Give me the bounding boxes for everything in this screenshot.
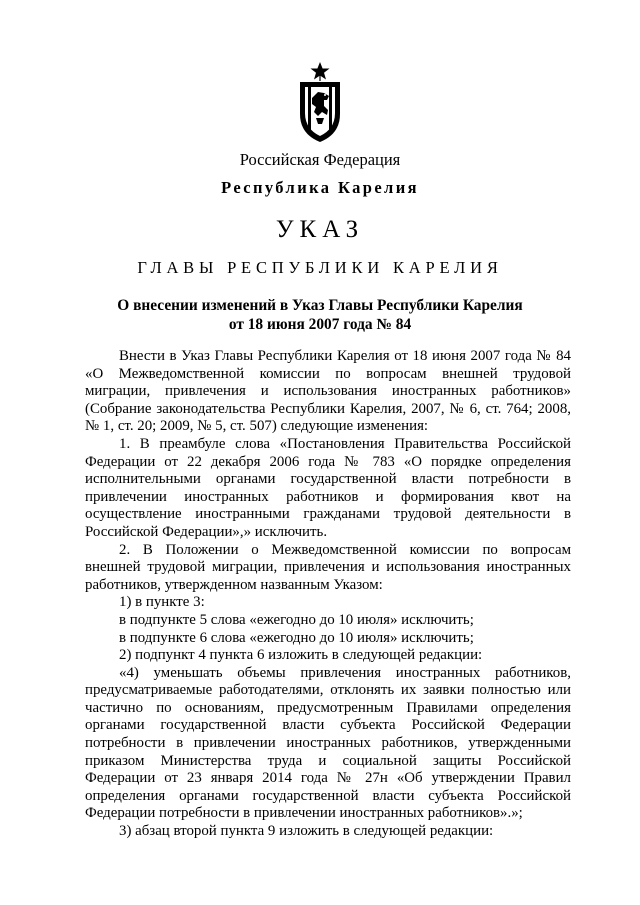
text-line: частично по основаниям, предусмотренным Правилами определения <box>85 699 571 716</box>
document-type: УКАЗ <box>275 216 365 243</box>
sub-item-1a: в подпункте 5 слова «ежегодно до 10 июля» исключить; <box>119 611 474 628</box>
text-line: предусматриваемые работодателями, отклонять их заявки полностью или <box>85 682 571 699</box>
text-line: миграции, привлечения и использования иностранных работников» <box>85 383 571 400</box>
text-line: потребности в привлечении иностранных работников, утвержденными <box>85 735 571 752</box>
text-line: 2. В Положении о Межведомственной комиссии по вопросам <box>119 541 571 558</box>
issuing-authority: ГЛАВЫ РЕСПУБЛИКИ КАРЕЛИЯ <box>137 258 503 277</box>
text-line: (Собрание законодательства Республики Карелия, 2007, № 6, ст. 764; 2008, <box>85 400 571 417</box>
text-line: приказом Министерства труда и социальной защиты Российской <box>85 752 571 769</box>
sub-item-2: 2) подпункт 4 пункта 6 изложить в следующей редакции: <box>119 647 483 664</box>
text-line: № 1, ст. 20; 2009, № 5, ст. 507) следующие изменения: <box>85 418 429 435</box>
text-line: Российской Федерации»,» исключить. <box>85 523 328 540</box>
text-line: Внести в Указ Главы Республики Карелия от 18 июня 2007 года № 84 <box>119 348 571 364</box>
text-line: определения органами государственной власти субъекта Российской <box>85 787 571 804</box>
text-line: «4) уменьшать объемы привлечения иностранных работников, <box>119 664 571 681</box>
paragraph-intro <box>85 348 571 436</box>
text-line: «О Межведомственной комиссии по вопросам внешней трудовой <box>85 365 571 382</box>
sub-item-1: 1) в пункте 3: <box>119 594 205 611</box>
subject-line-1: О внесении изменений в Указ Главы Республики Карелия <box>117 297 523 314</box>
coat-of-arms-emblem <box>294 62 346 144</box>
paragraph-item-1 <box>85 436 571 542</box>
text-line: работников, утвержденном названным Указом: <box>85 576 383 593</box>
sub-item-3: 3) абзац второй пункта 9 изложить в следующей редакции: <box>119 823 494 840</box>
text-line: привлечении иностранных работников и формирования квот на <box>85 488 571 505</box>
paragraph-quoted-wording <box>85 665 571 823</box>
republic-name: Республика Карелия <box>221 178 419 197</box>
text-line: внешней трудовой миграции, привлечения и использования иностранных <box>85 559 571 576</box>
text-line: Федерации от 22 декабря 2006 года № 783 «О порядке определения <box>85 453 571 470</box>
text-line: органами государственной власти субъекта Российской Федерации <box>85 717 571 734</box>
country-name: Российская Федерация <box>239 150 401 169</box>
text-line: Федерации потребности в привлечении иностранных работников».»; <box>85 805 523 822</box>
sub-item-1b: в подпункте 6 слова «ежегодно до 10 июля» исключить; <box>119 629 474 646</box>
text-line: 1. В преамбуле слова «Постановления Правительства Российской <box>119 435 571 452</box>
text-line: Федерации от 23 января 2014 года № 27н «Об утверждении Правил <box>85 770 571 787</box>
document-body <box>85 348 571 841</box>
text-line: исполнительными органами государственной власти потребности в <box>85 471 571 488</box>
text-line: осуществление иностранными гражданами трудовой деятельности в <box>85 506 571 523</box>
subject-line-2: от 18 июня 2007 года № 84 <box>228 316 412 333</box>
paragraph-item-2 <box>85 542 571 595</box>
document-subject <box>0 296 640 334</box>
